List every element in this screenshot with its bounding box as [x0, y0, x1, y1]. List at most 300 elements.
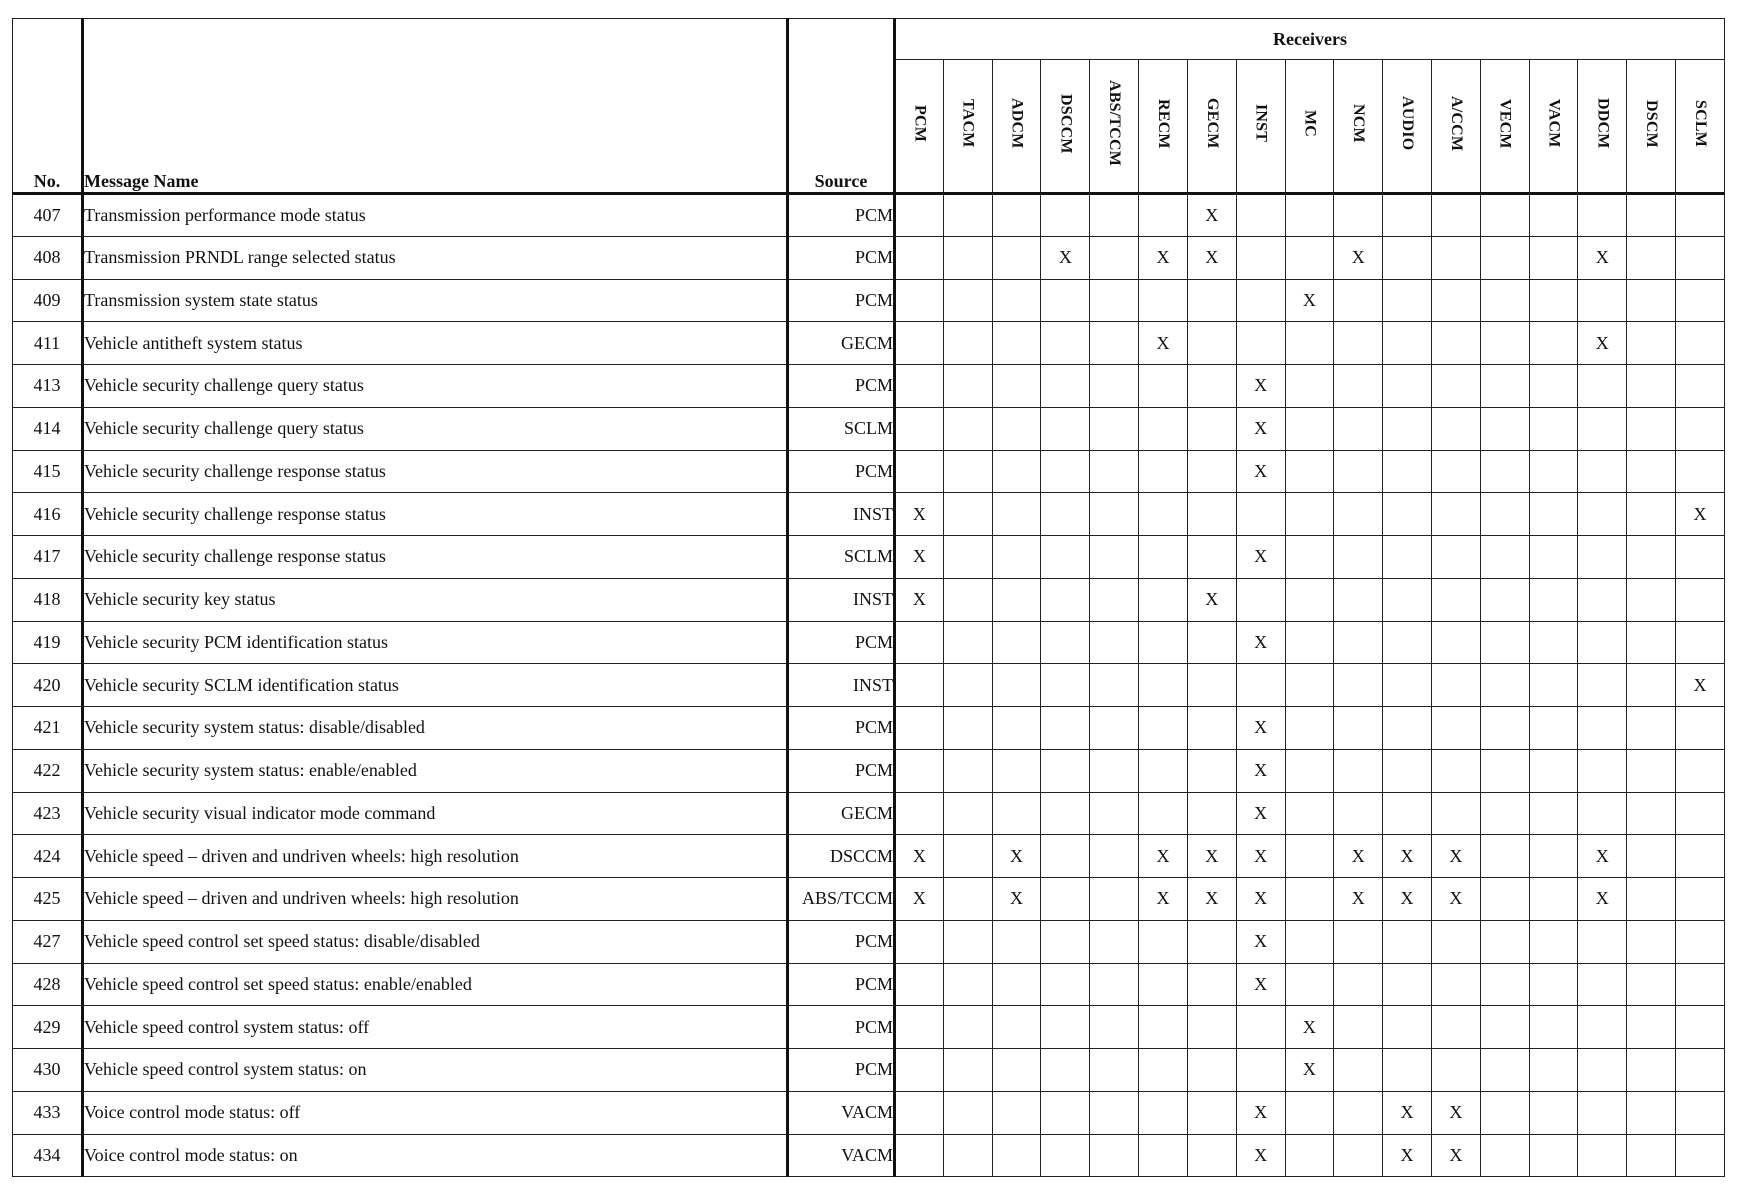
receiver-cell-ddcm: [1578, 1049, 1627, 1092]
receiver-cell-vacm: [1529, 835, 1578, 878]
receiver-cell-dsccm: [1041, 407, 1090, 450]
receiver-mark: X: [1156, 247, 1170, 268]
receiver-header-label: DSCCM: [1057, 93, 1075, 154]
receiver-cell-tacm: [943, 1091, 992, 1134]
table-row: [13, 322, 1725, 365]
message-source: PCM: [788, 1049, 895, 1092]
receiver-cell-a-ccm: [1431, 450, 1480, 493]
receiver-cell-dsccm: [1041, 365, 1090, 408]
receiver-cell-sclm: [1676, 621, 1725, 664]
table-row: [13, 707, 1725, 750]
message-number: 414: [13, 407, 83, 450]
table-row: [13, 578, 1725, 621]
message-number: 429: [13, 1006, 83, 1049]
receiver-cell-gecm: [1187, 1091, 1236, 1134]
receiver-cell-dsccm: [1041, 792, 1090, 835]
receiver-cell-vacm: [1529, 322, 1578, 365]
receiver-cell-vacm: [1529, 236, 1578, 279]
receiver-cell-inst: [1236, 450, 1285, 493]
receiver-cell-recm: [1139, 963, 1188, 1006]
receiver-cell-audio: [1383, 792, 1432, 835]
receiver-mark: X: [1449, 845, 1463, 866]
receiver-mark: X: [1302, 1016, 1316, 1037]
receiver-mark: X: [1400, 1144, 1414, 1165]
receiver-cell-mc: [1285, 664, 1334, 707]
receiver-cell-gecm: [1187, 963, 1236, 1006]
table-row: [13, 236, 1725, 279]
receiver-mark: X: [1058, 247, 1072, 268]
receiver-cell-ddcm: [1578, 322, 1627, 365]
receiver-cell-recm: [1139, 365, 1188, 408]
receiver-cell-ddcm: [1578, 707, 1627, 750]
receiver-cell-mc: [1285, 1006, 1334, 1049]
receiver-cell-audio: [1383, 493, 1432, 536]
receiver-cell-dsccm: [1041, 963, 1090, 1006]
receiver-cell-sclm: [1676, 450, 1725, 493]
message-number: 416: [13, 493, 83, 536]
message-source: SCLM: [788, 536, 895, 579]
receiver-cell-audio: [1383, 707, 1432, 750]
receiver-cell-dscm: [1627, 450, 1676, 493]
receiver-cell-vecm: [1480, 493, 1529, 536]
message-number: 413: [13, 365, 83, 408]
receiver-cell-gecm: [1187, 578, 1236, 621]
receiver-mark: X: [1156, 888, 1170, 909]
receiver-cell-abs-tccm: [1090, 792, 1139, 835]
receiver-header-label: PCM: [911, 104, 929, 143]
receiver-cell-dscm: [1627, 621, 1676, 664]
receiver-mark: X: [912, 845, 926, 866]
receiver-mark: X: [1010, 845, 1024, 866]
receiver-cell-sclm: [1676, 236, 1725, 279]
receiver-cell-adcm: [992, 664, 1041, 707]
receiver-cell-vacm: [1529, 1091, 1578, 1134]
receiver-cell-inst: [1236, 578, 1285, 621]
receiver-cell-a-ccm: [1431, 835, 1480, 878]
receiver-cell-ddcm: [1578, 835, 1627, 878]
receiver-cell-dscm: [1627, 792, 1676, 835]
receiver-cell-mc: [1285, 194, 1334, 237]
receiver-cell-dscm: [1627, 878, 1676, 921]
receiver-cell-vecm: [1480, 664, 1529, 707]
receiver-cell-ncm: [1334, 365, 1383, 408]
message-number: 411: [13, 322, 83, 365]
receiver-mark: X: [1205, 204, 1219, 225]
receiver-cell-sclm: [1676, 963, 1725, 1006]
receiver-cell-pcm: [895, 963, 944, 1006]
receiver-cell-a-ccm: [1431, 1006, 1480, 1049]
receiver-cell-sclm: [1676, 407, 1725, 450]
message-name: Transmission performance mode status: [83, 194, 788, 237]
receiver-mark: X: [1400, 845, 1414, 866]
message-name: Voice control mode status: on: [83, 1134, 788, 1177]
receiver-cell-pcm: [895, 1091, 944, 1134]
message-source: PCM: [788, 236, 895, 279]
receiver-mark: X: [912, 589, 926, 610]
receiver-cell-gecm: [1187, 194, 1236, 237]
receiver-cell-vecm: [1480, 1091, 1529, 1134]
receiver-cell-sclm: [1676, 664, 1725, 707]
receiver-cell-sclm: [1676, 749, 1725, 792]
receiver-cell-ncm: [1334, 407, 1383, 450]
receiver-cell-ncm: [1334, 279, 1383, 322]
receiver-header-label: VECM: [1496, 98, 1514, 149]
message-source: INST: [788, 578, 895, 621]
receiver-cell-ncm: [1334, 878, 1383, 921]
receiver-cell-gecm: [1187, 450, 1236, 493]
receiver-cell-recm: [1139, 835, 1188, 878]
receiver-cell-dsccm: [1041, 878, 1090, 921]
receiver-cell-inst: [1236, 664, 1285, 707]
receiver-cell-recm: [1139, 1134, 1188, 1177]
receiver-cell-gecm: [1187, 749, 1236, 792]
message-source: INST: [788, 664, 895, 707]
receiver-cell-pcm: [895, 493, 944, 536]
message-source: PCM: [788, 365, 895, 408]
receiver-cell-recm: [1139, 1091, 1188, 1134]
message-name: Vehicle speed control set speed status: enable/enabled: [83, 963, 788, 1006]
receiver-cell-tacm: [943, 664, 992, 707]
receiver-cell-vacm: [1529, 707, 1578, 750]
receiver-header-vacm: [1529, 60, 1578, 194]
receiver-header-ncm: [1334, 60, 1383, 194]
receiver-cell-dsccm: [1041, 493, 1090, 536]
receiver-cell-dscm: [1627, 1134, 1676, 1177]
receiver-cell-adcm: [992, 1049, 1041, 1092]
receiver-cell-dscm: [1627, 707, 1676, 750]
message-source: PCM: [788, 279, 895, 322]
receiver-cell-ncm: [1334, 493, 1383, 536]
receiver-cell-dsccm: [1041, 1049, 1090, 1092]
receiver-cell-pcm: [895, 236, 944, 279]
receiver-cell-adcm: [992, 621, 1041, 664]
receiver-cell-tacm: [943, 920, 992, 963]
table-row: [13, 835, 1725, 878]
message-name: Vehicle speed – driven and undriven wheels: high resolution: [83, 835, 788, 878]
receiver-cell-vacm: [1529, 749, 1578, 792]
receiver-cell-adcm: [992, 493, 1041, 536]
receiver-cell-dscm: [1627, 536, 1676, 579]
receiver-mark: X: [1254, 418, 1268, 439]
message-name: Vehicle speed control set speed status: disable/disabled: [83, 920, 788, 963]
receiver-cell-sclm: [1676, 578, 1725, 621]
receiver-cell-ncm: [1334, 920, 1383, 963]
message-name: Vehicle security challenge response status: [83, 450, 788, 493]
receiver-mark: X: [1400, 888, 1414, 909]
receiver-cell-tacm: [943, 621, 992, 664]
receiver-cell-abs-tccm: [1090, 707, 1139, 750]
receiver-cell-vacm: [1529, 878, 1578, 921]
receiver-cell-gecm: [1187, 536, 1236, 579]
receiver-cell-ncm: [1334, 236, 1383, 279]
receiver-cell-abs-tccm: [1090, 621, 1139, 664]
message-source: PCM: [788, 749, 895, 792]
receiver-cell-gecm: [1187, 1134, 1236, 1177]
receiver-cell-mc: [1285, 450, 1334, 493]
receiver-cell-vecm: [1480, 835, 1529, 878]
receiver-cell-adcm: [992, 963, 1041, 1006]
receiver-cell-ddcm: [1578, 963, 1627, 1006]
receiver-cell-tacm: [943, 578, 992, 621]
receiver-cell-tacm: [943, 878, 992, 921]
receiver-mark: X: [1254, 375, 1268, 396]
receiver-mark: X: [1156, 845, 1170, 866]
receiver-mark: X: [912, 888, 926, 909]
receiver-cell-ncm: [1334, 749, 1383, 792]
receiver-cell-ddcm: [1578, 407, 1627, 450]
receiver-header-label: A/CCM: [1447, 95, 1465, 152]
receiver-cell-sclm: [1676, 536, 1725, 579]
receiver-cell-a-ccm: [1431, 493, 1480, 536]
message-source: PCM: [788, 450, 895, 493]
receiver-cell-recm: [1139, 578, 1188, 621]
receiver-cell-vacm: [1529, 1006, 1578, 1049]
receiver-cell-inst: [1236, 236, 1285, 279]
message-number: 425: [13, 878, 83, 921]
receiver-cell-vecm: [1480, 194, 1529, 237]
receiver-cell-pcm: [895, 194, 944, 237]
receiver-header-label: GECM: [1203, 98, 1221, 149]
receiver-cell-tacm: [943, 749, 992, 792]
receiver-cell-dsccm: [1041, 707, 1090, 750]
receiver-cell-inst: [1236, 1006, 1285, 1049]
receiver-cell-dsccm: [1041, 835, 1090, 878]
message-number: 415: [13, 450, 83, 493]
receiver-cell-audio: [1383, 536, 1432, 579]
message-name: Transmission system state status: [83, 279, 788, 322]
receiver-cell-inst: [1236, 707, 1285, 750]
receiver-cell-inst: [1236, 1049, 1285, 1092]
receiver-cell-vecm: [1480, 407, 1529, 450]
receiver-cell-audio: [1383, 279, 1432, 322]
receiver-cell-a-ccm: [1431, 749, 1480, 792]
receiver-cell-abs-tccm: [1090, 835, 1139, 878]
receiver-cell-ncm: [1334, 322, 1383, 365]
message-source: PCM: [788, 707, 895, 750]
receiver-cell-ncm: [1334, 1006, 1383, 1049]
table-row: [13, 407, 1725, 450]
receiver-cell-vacm: [1529, 450, 1578, 493]
receiver-cell-dscm: [1627, 1006, 1676, 1049]
message-source: INST: [788, 493, 895, 536]
message-number: 423: [13, 792, 83, 835]
receiver-cell-sclm: [1676, 835, 1725, 878]
receiver-header-label: VACM: [1545, 99, 1563, 148]
receiver-cell-ncm: [1334, 194, 1383, 237]
receiver-cell-vecm: [1480, 1006, 1529, 1049]
receiver-cell-gecm: [1187, 621, 1236, 664]
receiver-cell-vacm: [1529, 194, 1578, 237]
receiver-cell-ddcm: [1578, 1091, 1627, 1134]
receiver-cell-mc: [1285, 407, 1334, 450]
message-source: PCM: [788, 963, 895, 1006]
receiver-cell-dscm: [1627, 963, 1676, 1006]
receiver-cell-dscm: [1627, 749, 1676, 792]
table-row: [13, 1134, 1725, 1177]
receiver-header-ddcm: [1578, 60, 1627, 194]
receiver-cell-ncm: [1334, 536, 1383, 579]
receiver-cell-recm: [1139, 878, 1188, 921]
receiver-cell-inst: [1236, 365, 1285, 408]
receiver-cell-a-ccm: [1431, 664, 1480, 707]
receiver-cell-inst: [1236, 493, 1285, 536]
receiver-mark: X: [1254, 546, 1268, 567]
receiver-cell-dscm: [1627, 664, 1676, 707]
message-number: 421: [13, 707, 83, 750]
receiver-cell-dscm: [1627, 407, 1676, 450]
receiver-header-gecm: [1187, 60, 1236, 194]
receiver-cell-a-ccm: [1431, 963, 1480, 1006]
receiver-cell-abs-tccm: [1090, 450, 1139, 493]
receiver-cell-abs-tccm: [1090, 236, 1139, 279]
message-name: Vehicle security challenge query status: [83, 365, 788, 408]
receiver-header-label: ABS/TCCM: [1106, 80, 1124, 167]
receiver-cell-ddcm: [1578, 792, 1627, 835]
table-row: [13, 1049, 1725, 1092]
receiver-cell-dsccm: [1041, 621, 1090, 664]
receiver-cell-vacm: [1529, 792, 1578, 835]
receiver-cell-adcm: [992, 450, 1041, 493]
receiver-cell-abs-tccm: [1090, 878, 1139, 921]
receiver-cell-dsccm: [1041, 664, 1090, 707]
receiver-cell-pcm: [895, 621, 944, 664]
receiver-header-tacm: [943, 60, 992, 194]
receiver-cell-adcm: [992, 407, 1041, 450]
receiver-cell-sclm: [1676, 493, 1725, 536]
receiver-cell-recm: [1139, 792, 1188, 835]
receiver-header-abs-tccm: [1090, 60, 1139, 194]
receiver-cell-recm: [1139, 1006, 1188, 1049]
receiver-cell-recm: [1139, 407, 1188, 450]
message-source: GECM: [788, 792, 895, 835]
receiver-cell-a-ccm: [1431, 322, 1480, 365]
receiver-mark: X: [1254, 973, 1268, 994]
receiver-cell-mc: [1285, 493, 1334, 536]
receiver-cell-a-ccm: [1431, 236, 1480, 279]
receiver-cell-ddcm: [1578, 194, 1627, 237]
receiver-cell-a-ccm: [1431, 194, 1480, 237]
receiver-cell-mc: [1285, 536, 1334, 579]
column-header-no: No.: [13, 19, 83, 194]
receiver-cell-recm: [1139, 621, 1188, 664]
receiver-header-label: DDCM: [1594, 98, 1612, 149]
receiver-cell-inst: [1236, 963, 1285, 1006]
receiver-cell-adcm: [992, 322, 1041, 365]
receiver-cell-sclm: [1676, 194, 1725, 237]
receiver-cell-mc: [1285, 279, 1334, 322]
receiver-mark: X: [1254, 888, 1268, 909]
receiver-cell-tacm: [943, 536, 992, 579]
receiver-cell-tacm: [943, 194, 992, 237]
receiver-cell-dscm: [1627, 322, 1676, 365]
receiver-cell-abs-tccm: [1090, 536, 1139, 579]
receiver-cell-dscm: [1627, 279, 1676, 322]
receiver-mark: X: [1254, 802, 1268, 823]
message-source: DSCCM: [788, 835, 895, 878]
receiver-cell-audio: [1383, 1134, 1432, 1177]
table-row: [13, 279, 1725, 322]
message-name: Vehicle antitheft system status: [83, 322, 788, 365]
receiver-cell-ddcm: [1578, 878, 1627, 921]
receiver-mark: X: [1693, 674, 1707, 695]
receiver-cell-tacm: [943, 407, 992, 450]
receiver-cell-adcm: [992, 536, 1041, 579]
receiver-cell-pcm: [895, 578, 944, 621]
receiver-cell-adcm: [992, 578, 1041, 621]
receiver-cell-a-ccm: [1431, 1091, 1480, 1134]
receiver-cell-vecm: [1480, 536, 1529, 579]
receiver-cell-dsccm: [1041, 578, 1090, 621]
receiver-cell-gecm: [1187, 664, 1236, 707]
receiver-cell-gecm: [1187, 493, 1236, 536]
receiver-cell-dscm: [1627, 194, 1676, 237]
receiver-cell-inst: [1236, 920, 1285, 963]
receiver-cell-abs-tccm: [1090, 1049, 1139, 1092]
receiver-cell-adcm: [992, 707, 1041, 750]
receiver-cell-gecm: [1187, 835, 1236, 878]
receiver-cell-ncm: [1334, 578, 1383, 621]
receiver-header-recm: [1139, 60, 1188, 194]
receiver-cell-inst: [1236, 279, 1285, 322]
receiver-cell-tacm: [943, 279, 992, 322]
receiver-cell-adcm: [992, 835, 1041, 878]
receiver-cell-a-ccm: [1431, 621, 1480, 664]
receiver-mark: X: [1302, 289, 1316, 310]
receiver-cell-vacm: [1529, 664, 1578, 707]
receiver-cell-inst: [1236, 1134, 1285, 1177]
message-number: 434: [13, 1134, 83, 1177]
message-name: Vehicle speed – driven and undriven wheels: high resolution: [83, 878, 788, 921]
receiver-cell-ddcm: [1578, 236, 1627, 279]
receiver-mark: X: [1254, 631, 1268, 652]
receiver-cell-ncm: [1334, 1091, 1383, 1134]
receiver-header-audio: [1383, 60, 1432, 194]
receiver-cell-dscm: [1627, 920, 1676, 963]
receiver-cell-ncm: [1334, 835, 1383, 878]
receiver-header-label: RECM: [1154, 98, 1172, 149]
receiver-cell-dsccm: [1041, 749, 1090, 792]
receiver-cell-ncm: [1334, 621, 1383, 664]
message-name: Vehicle speed control system status: on: [83, 1049, 788, 1092]
receiver-cell-abs-tccm: [1090, 963, 1139, 1006]
table-row: [13, 878, 1725, 921]
receiver-header-label: MC: [1301, 109, 1319, 138]
receiver-mark: X: [1205, 845, 1219, 866]
receiver-mark: X: [1254, 1102, 1268, 1123]
receiver-cell-a-ccm: [1431, 578, 1480, 621]
receiver-cell-mc: [1285, 963, 1334, 1006]
receiver-cell-dscm: [1627, 493, 1676, 536]
receiver-cell-vecm: [1480, 920, 1529, 963]
receiver-cell-dscm: [1627, 365, 1676, 408]
receiver-cell-mc: [1285, 365, 1334, 408]
table-row: [13, 963, 1725, 1006]
receiver-cell-pcm: [895, 1049, 944, 1092]
receiver-cell-tacm: [943, 450, 992, 493]
receiver-cell-abs-tccm: [1090, 322, 1139, 365]
receiver-cell-pcm: [895, 450, 944, 493]
receiver-cell-tacm: [943, 707, 992, 750]
receiver-cell-audio: [1383, 1091, 1432, 1134]
receiver-header-label: AUDIO: [1399, 96, 1417, 151]
message-source: PCM: [788, 920, 895, 963]
table-row: [13, 664, 1725, 707]
message-name: Transmission PRNDL range selected status: [83, 236, 788, 279]
receiver-cell-audio: [1383, 920, 1432, 963]
message-name: Vehicle security PCM identification status: [83, 621, 788, 664]
receiver-cell-sclm: [1676, 365, 1725, 408]
receiver-cell-pcm: [895, 792, 944, 835]
